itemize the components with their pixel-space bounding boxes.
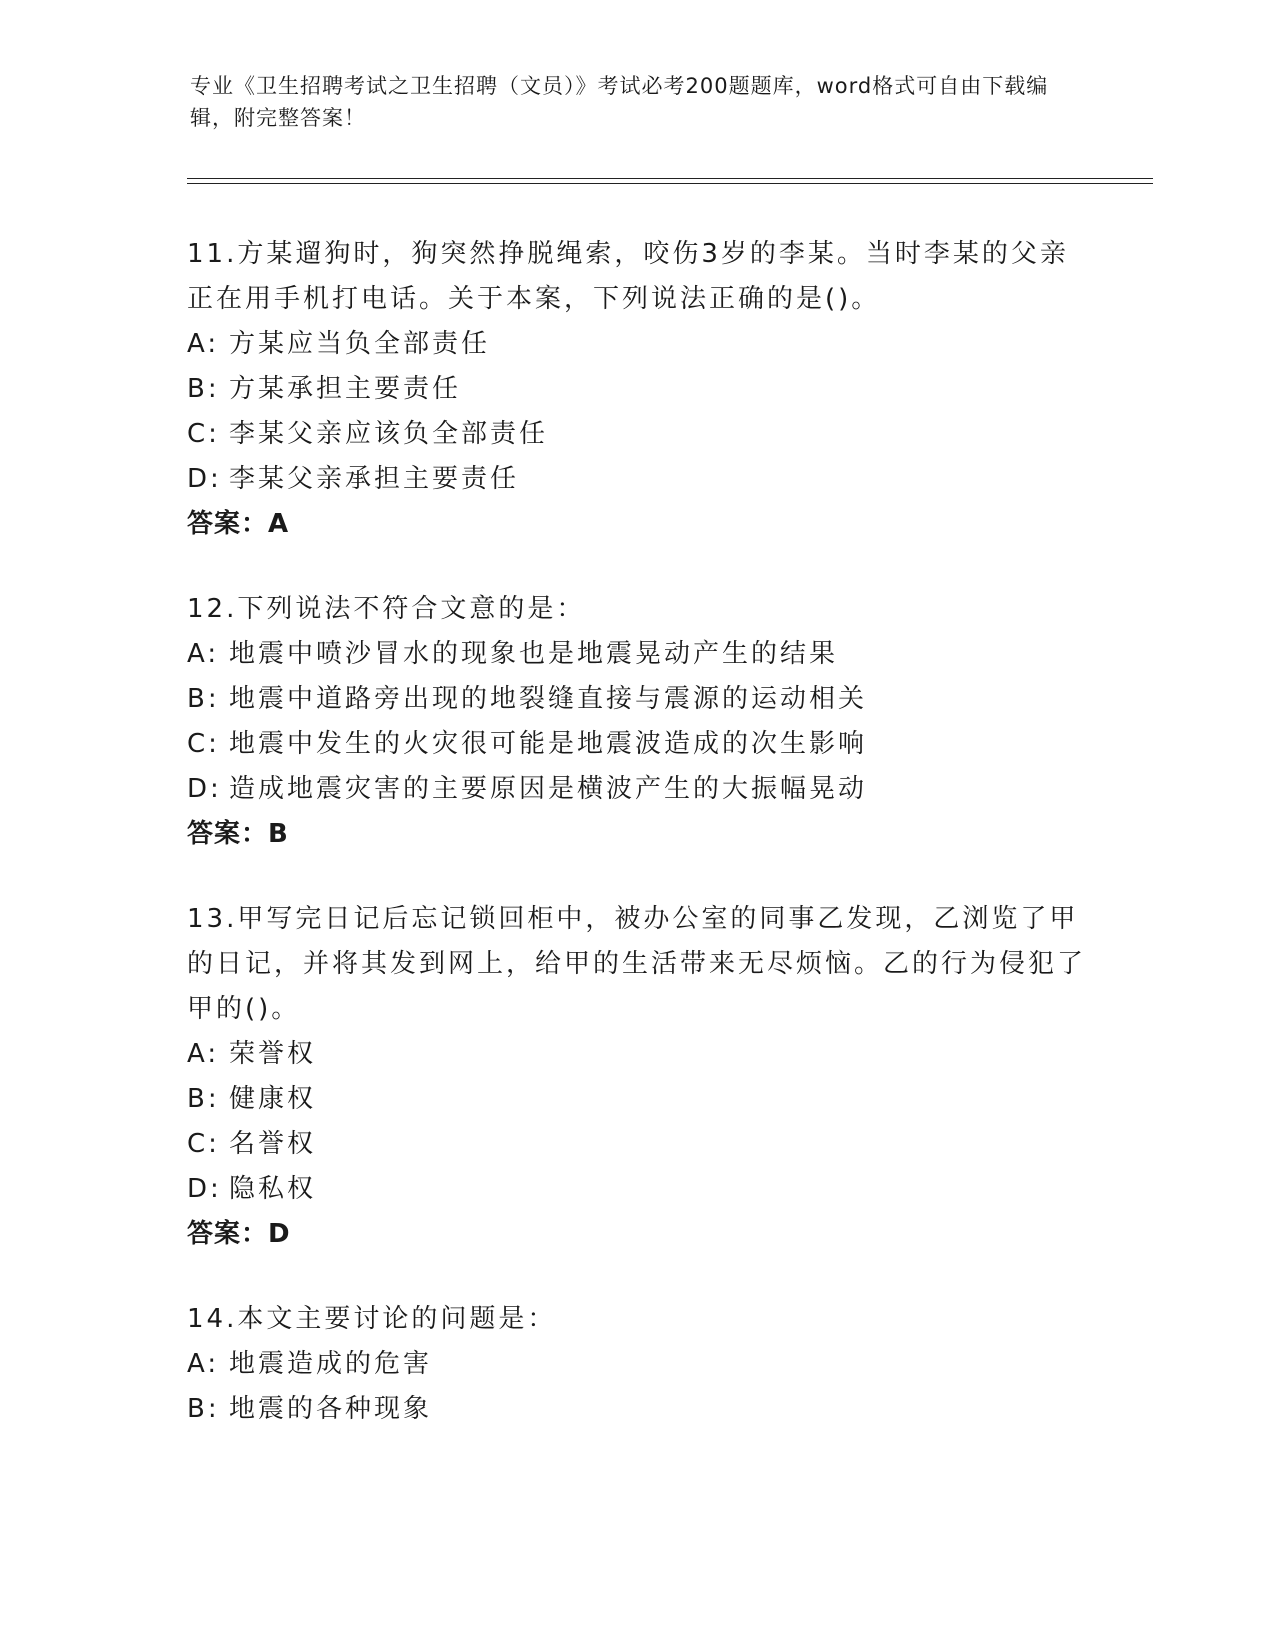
option-text: 地震造成的危害 <box>229 1349 433 1379</box>
option-key: A: <box>187 1039 220 1069</box>
option-d <box>187 767 1087 812</box>
option-text: 荣誉权 <box>229 1039 317 1069</box>
question-stem: 13.甲写完日记后忘记锁回柜中，被办公室的同事乙发现，乙浏览了甲的日记，并将其发到网上，给甲的生活带来无尽烦恼。乙的行为侵犯了甲的()。 <box>187 904 1087 1024</box>
option-key: D: <box>187 464 222 494</box>
option-key: D: <box>187 774 222 804</box>
question-12 <box>187 587 1087 857</box>
option-text: 名誉权 <box>229 1129 317 1159</box>
option-a <box>187 1342 1087 1387</box>
question-list <box>187 232 1087 1472</box>
option-b <box>187 1077 1087 1122</box>
answer-line: 答案：A <box>187 509 290 539</box>
option-text: 李某父亲应该负全部责任 <box>229 419 549 449</box>
option-c <box>187 412 1087 457</box>
option-b <box>187 367 1087 412</box>
header-divider-top <box>187 178 1153 179</box>
option-d <box>187 1167 1087 1212</box>
option-key: B: <box>187 1084 220 1114</box>
question-stem: 14.本文主要讨论的问题是： <box>187 1304 557 1334</box>
option-text: 地震中发生的火灾很可能是地震波造成的次生影响 <box>229 729 868 759</box>
option-key: C: <box>187 729 220 759</box>
option-text: 地震中道路旁出现的地裂缝直接与震源的运动相关 <box>229 684 868 714</box>
option-c <box>187 722 1087 767</box>
option-d <box>187 457 1087 502</box>
option-key: B: <box>187 684 220 714</box>
option-text: 方某承担主要责任 <box>229 374 462 404</box>
answer-line: 答案：B <box>187 819 289 849</box>
option-a <box>187 322 1087 367</box>
option-key: C: <box>187 1129 220 1159</box>
option-text: 地震中喷沙冒水的现象也是地震晃动产生的结果 <box>229 639 839 669</box>
option-text: 方某应当负全部责任 <box>229 329 491 359</box>
option-b <box>187 1387 1087 1432</box>
question-14 <box>187 1297 1087 1432</box>
option-key: A: <box>187 329 220 359</box>
option-key: B: <box>187 1394 220 1424</box>
question-13 <box>187 897 1087 1257</box>
option-text: 李某父亲承担主要责任 <box>229 464 520 494</box>
option-c <box>187 1122 1087 1167</box>
option-key: C: <box>187 419 220 449</box>
option-key: B: <box>187 374 220 404</box>
option-text: 造成地震灾害的主要原因是横波产生的大振幅晃动 <box>229 774 868 804</box>
option-text: 地震的各种现象 <box>229 1394 433 1424</box>
answer-line: 答案：D <box>187 1219 291 1249</box>
question-stem: 11.方某遛狗时，狗突然挣脱绳索，咬伤3岁的李某。当时李某的父亲正在用手机打电话。关于本案，下列说法正确的是()。 <box>187 239 1069 314</box>
option-b <box>187 677 1087 722</box>
option-text: 健康权 <box>229 1084 317 1114</box>
question-stem: 12.下列说法不符合文意的是： <box>187 594 586 624</box>
header-divider-bottom <box>187 183 1153 184</box>
option-key: A: <box>187 639 220 669</box>
option-a <box>187 632 1087 677</box>
option-a <box>187 1032 1087 1077</box>
option-text: 隐私权 <box>229 1174 317 1204</box>
document-header: 专业《卫生招聘考试之卫生招聘（文员）》考试必考200题题库，word格式可自由下载编辑，附完整答案！ <box>190 74 1049 130</box>
option-key: A: <box>187 1349 220 1379</box>
question-11 <box>187 232 1087 547</box>
option-key: D: <box>187 1174 222 1204</box>
